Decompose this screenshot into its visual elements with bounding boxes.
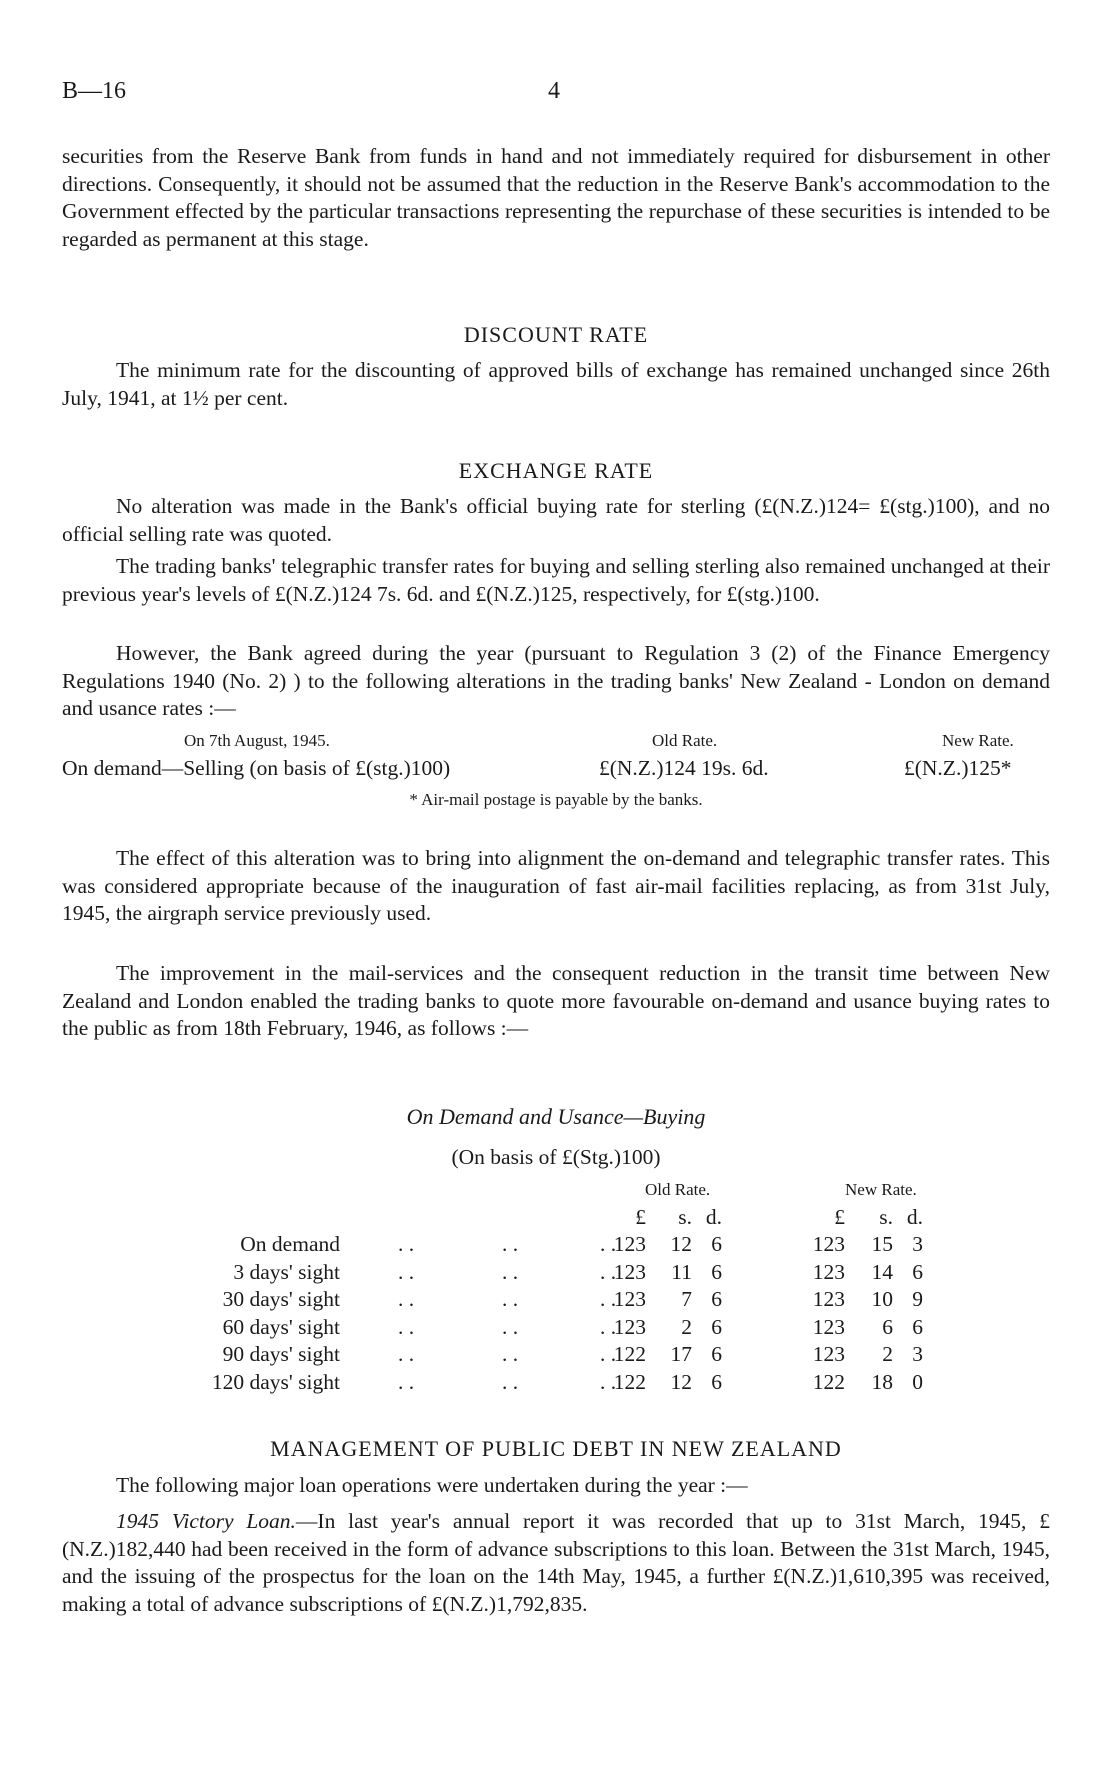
- table-row-leader: . .: [398, 1314, 415, 1339]
- paragraph-discount: The minimum rate for the discounting of approved bills of exchange has remained unchanged since 26th July, 1941, at 1½ per cent.: [62, 358, 1050, 410]
- table-cell-new: 15: [871, 1232, 893, 1256]
- table-row-leader: . .: [502, 1232, 519, 1256]
- document-code: B—16: [62, 78, 127, 104]
- page-number: 4: [548, 78, 560, 104]
- table-cell-old: 6: [711, 1314, 722, 1339]
- table-row-label: 30 days' sight: [222, 1287, 340, 1311]
- table-row-leader: . .: [600, 1287, 617, 1311]
- table-cell-old: 6: [711, 1259, 722, 1284]
- table-cell-new: 18: [871, 1369, 893, 1394]
- table-cell-new: 123: [812, 1259, 845, 1284]
- table-row-leader: . .: [398, 1259, 415, 1284]
- table-cell-new: 6: [882, 1314, 893, 1339]
- table-cell-new: 123: [812, 1314, 845, 1339]
- table-cell-new: 6: [912, 1259, 923, 1284]
- table-cell-new: 0: [912, 1369, 923, 1394]
- paragraph-debt-2: [62, 1508, 1050, 1618]
- table-new-label: New Rate.: [845, 1180, 917, 1199]
- heading-public-debt: MANAGEMENT OF PUBLIC DEBT IN NEW ZEALAND: [270, 1436, 842, 1461]
- table-cell-old: 12: [670, 1232, 692, 1256]
- table-row-label: 3 days' sight: [233, 1259, 340, 1284]
- table-row-label: 90 days' sight: [222, 1342, 340, 1366]
- table-cell-new: 3: [912, 1342, 923, 1366]
- table-cell-old: 123: [613, 1232, 646, 1256]
- table-cell-new: 123: [812, 1287, 845, 1311]
- table-cell-new: 122: [812, 1369, 845, 1394]
- table-row-leader: . .: [398, 1287, 415, 1311]
- table-row-label: On demand: [240, 1232, 340, 1256]
- table-row-leader: . .: [502, 1259, 519, 1284]
- table-cell-new: 123: [812, 1342, 845, 1366]
- table-cell-old: 2: [681, 1314, 692, 1339]
- table-cell-new: 14: [871, 1259, 893, 1284]
- alteration-new-value: £(N.Z.)125*: [904, 756, 1012, 780]
- paragraph-debt-1: The following major loan operations were undertaken during the year :—: [116, 1473, 748, 1497]
- table-cell-new: 123: [812, 1232, 845, 1256]
- alteration-old-value: £(N.Z.)124 19s. 6d.: [599, 756, 769, 780]
- table-cell-old: 11: [671, 1259, 692, 1284]
- table-row-leader: . .: [600, 1342, 617, 1366]
- table-cell-old: 122: [613, 1369, 646, 1394]
- table-row-leader: . .: [398, 1369, 415, 1394]
- table-unit-new-2: d.: [906, 1205, 923, 1229]
- table-cell-old: 123: [613, 1287, 646, 1311]
- table-cell-old: 123: [613, 1314, 646, 1339]
- table-subtitle: (On basis of £(Stg.)100): [451, 1145, 661, 1169]
- paragraph-exchange-2: The trading banks' telegraphic transfer rates for buying and selling sterling also remained unchanged at their previous year's levels of £(N.Z.)124 7s. 6d. and £(N.Z.)125, respectively, for £(stg.)100.: [62, 554, 1050, 606]
- table-row-leader: . .: [398, 1342, 415, 1366]
- victory-loan-text: —In last year's annual report it was recorded that up to 31st March, 1945, £(N.Z.)182,440 had been received in the form of advance subscriptions to this loan. Between the 31st March, 1945, and the issuing of the prospectus for the loan on the 14th May, 1945, a further £(N.Z.)1,610,395 was received, making a total of advance subscriptions of £(N.Z.)1,792,835.: [62, 1509, 1050, 1616]
- table-row-leader: . .: [502, 1287, 519, 1311]
- table-unit-new-0: £: [834, 1205, 845, 1229]
- table-row-label: 120 days' sight: [211, 1369, 340, 1394]
- table-unit-old-1: s.: [678, 1205, 692, 1229]
- table-cell-new: 10: [871, 1287, 893, 1311]
- table-cell-old: 12: [670, 1369, 692, 1394]
- table-unit-new-1: s.: [879, 1205, 893, 1229]
- paragraph-exchange-4: The effect of this alteration was to bring into alignment the on-demand and telegraphic transfer rates. This was considered appropriate because of the inauguration of fast air-mail facilities replacing, as from 31st July, 1945, the airgraph service previously used.: [62, 846, 1050, 925]
- table-title: On Demand and Usance—Buying: [406, 1104, 706, 1129]
- heading-discount-rate: DISCOUNT RATE: [463, 322, 649, 347]
- table-cell-old: 6: [711, 1342, 722, 1366]
- paragraph-exchange-5: The improvement in the mail-services and the consequent reduction in the transit time between New Zealand and London enabled the trading banks to quote more favourable on-demand and usance buying rates to the public as from 18th February, 1946, as follows :—: [62, 961, 1050, 1040]
- table-unit-old-2: d.: [705, 1205, 722, 1229]
- table-cell-old: 7: [681, 1287, 692, 1311]
- table-old-label: Old Rate.: [645, 1180, 711, 1199]
- alteration-new-label: New Rate.: [942, 731, 1014, 750]
- paragraph-exchange-3: However, the Bank agreed during the year (pursuant to Regulation 3 (2) of the Finance Emergency Regulations 1940 (No. 2) ) to the following alterations in the trading banks' New Zealand - London on demand and usance rates :—: [62, 641, 1050, 720]
- heading-exchange-rate: EXCHANGE RATE: [458, 458, 654, 483]
- table-unit-old-0: £: [635, 1205, 646, 1229]
- alteration-row: [62, 756, 1050, 786]
- table-row-leader: . .: [600, 1314, 617, 1339]
- victory-loan-title: 1945 Victory Loan.: [116, 1509, 296, 1533]
- table-cell-old: 17: [670, 1342, 692, 1366]
- alteration-label: On demand—Selling (on basis of £(stg.)100): [62, 756, 451, 780]
- paragraph-exchange-1: No alteration was made in the Bank's official buying rate for sterling (£(N.Z.)124= £(stg.)100), and no official selling rate was quoted.: [62, 494, 1050, 546]
- table-row-label: 60 days' sight: [222, 1314, 340, 1339]
- table-row-leader: . .: [398, 1232, 415, 1256]
- table-row-leader: . .: [502, 1314, 519, 1339]
- table-cell-old: 6: [711, 1369, 722, 1394]
- table-row-leader: . .: [502, 1342, 519, 1366]
- table-row-leader: . .: [600, 1369, 617, 1394]
- footnote: * Air-mail postage is payable by the banks.: [409, 790, 703, 809]
- table-cell-old: 6: [711, 1287, 722, 1311]
- table-cell-new: 3: [912, 1232, 923, 1256]
- table-cell-new: 6: [912, 1314, 923, 1339]
- paragraph-securities: securities from the Reserve Bank from funds in hand and not immediately required for disbursement in other directions. Consequently, it should not be assumed that the reduction in the Reserve Bank's accommodation to the Government effected by the particular transactions representing the repurchase of these securities is intended to be regarded as permanent at this stage.: [62, 144, 1050, 251]
- table-row-leader: . .: [502, 1369, 519, 1394]
- table-cell-new: 2: [882, 1342, 893, 1366]
- table-cell-old: 122: [613, 1342, 646, 1366]
- table-cell-old: 6: [711, 1232, 722, 1256]
- table-cell-new: 9: [912, 1287, 923, 1311]
- table-cell-old: 123: [613, 1259, 646, 1284]
- alteration-date: On 7th August, 1945.: [184, 731, 330, 750]
- alteration-old-label: Old Rate.: [652, 731, 718, 750]
- table-row-leader: . .: [600, 1259, 617, 1284]
- table-row-leader: . .: [600, 1232, 617, 1256]
